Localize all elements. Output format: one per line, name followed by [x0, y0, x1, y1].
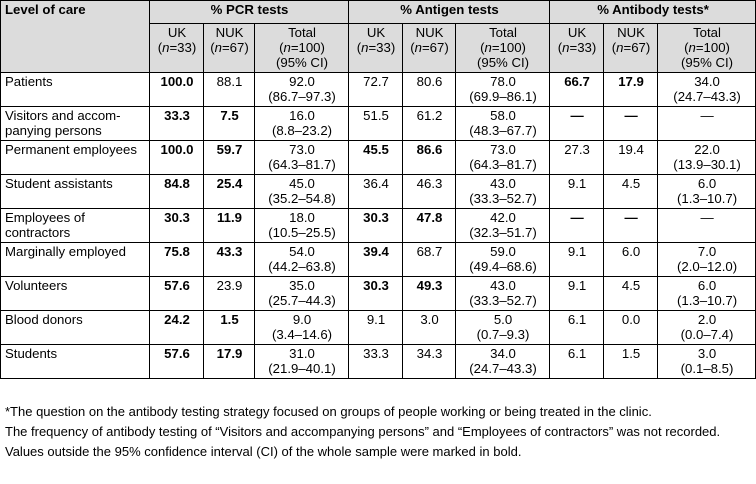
n-letter: n — [214, 40, 222, 55]
value-cell — [150, 209, 204, 243]
value-cell — [150, 277, 204, 311]
n-letter: n — [616, 40, 624, 55]
cell-value: 51.5 — [363, 108, 389, 123]
cell-ci: (33.3–52.7) — [469, 293, 537, 308]
value-cell — [456, 209, 550, 243]
cell-value: 92.0 — [289, 74, 315, 89]
value-cell — [150, 73, 204, 107]
cell-ci: (0.7–9.3) — [476, 327, 530, 342]
value-cell — [150, 141, 204, 175]
subheader-label: UK — [366, 25, 386, 40]
cell-value: 0.0 — [621, 312, 641, 327]
value-cell — [658, 209, 756, 243]
value-cell — [403, 277, 456, 311]
value-cell — [550, 243, 604, 277]
value-cell — [349, 345, 403, 379]
paren: ( — [157, 40, 163, 55]
cell-value: 5.0 — [493, 312, 513, 327]
value-cell — [550, 311, 604, 345]
cell-value: 11.9 — [217, 210, 242, 225]
value-cell — [150, 243, 204, 277]
subheader-label: Total — [693, 25, 721, 40]
cell-value: 66.7 — [564, 74, 590, 89]
cell-value: 27.3 — [564, 142, 590, 157]
header-level-of-care: Level of care — [1, 1, 150, 73]
table-header — [1, 1, 756, 73]
value-cell — [403, 107, 456, 141]
cell-value: 33.3 — [363, 346, 389, 361]
cell-value: 4.5 — [621, 278, 641, 293]
cell-ci: (2.0–12.0) — [676, 259, 738, 274]
value-cell — [349, 107, 403, 141]
cell-ci: (0.1–8.5) — [680, 361, 734, 376]
value-cell — [550, 73, 604, 107]
value-cell — [255, 243, 349, 277]
cell-value: 68.7 — [416, 244, 443, 259]
cell-value: 47.8 — [416, 210, 443, 225]
table-notes — [5, 403, 753, 463]
cell-ci: (24.7–43.3) — [469, 361, 537, 376]
n-letter: n — [361, 40, 369, 55]
value-cell — [255, 345, 349, 379]
cell-value: 42.0 — [490, 210, 516, 225]
row-label: Employees of contractors — [1, 209, 150, 243]
cell-value: — — [570, 210, 584, 225]
n-count: =100) — [695, 40, 730, 55]
ci-label: (95% CI) — [477, 55, 530, 70]
cell-value: 6.0 — [697, 278, 717, 293]
cell-ci: (1.3–10.7) — [676, 293, 738, 308]
value-cell — [456, 277, 550, 311]
subheader-pcr-total — [255, 24, 349, 73]
paren: ( — [557, 40, 563, 55]
value-cell — [456, 73, 550, 107]
cell-value: 75.8 — [164, 244, 190, 259]
cell-value: 9.0 — [292, 312, 312, 327]
cell-ci: (24.7–43.3) — [673, 89, 741, 104]
cell-value: 49.3 — [416, 278, 443, 293]
cell-value: 39.4 — [363, 244, 389, 259]
value-cell — [255, 141, 349, 175]
value-cell — [204, 141, 255, 175]
header-antibody-tests: % Antibody tests* — [550, 1, 756, 24]
row-label: Visitors and accom-panying persons — [1, 107, 150, 141]
n-count: =100) — [290, 40, 325, 55]
n-letter: n — [688, 40, 696, 55]
cell-value: 19.4 — [618, 142, 644, 157]
row-label: Student assistants — [1, 175, 150, 209]
cell-ci: (35.2–54.8) — [268, 191, 336, 206]
cell-value: 72.7 — [363, 74, 389, 89]
paren: ( — [279, 40, 284, 55]
cell-value: 54.0 — [289, 244, 315, 259]
value-cell — [604, 345, 658, 379]
n-count: =33) — [569, 40, 597, 55]
cell-value: 6.0 — [697, 176, 717, 191]
value-cell — [658, 175, 756, 209]
cell-value: 100.0 — [160, 74, 194, 89]
cell-value: 100.0 — [160, 142, 194, 157]
cell-ci: (3.4–14.6) — [271, 327, 333, 342]
cell-value: 9.1 — [567, 244, 587, 259]
cell-value: 80.6 — [416, 74, 443, 89]
cell-value: 73.0 — [490, 142, 516, 157]
table-row — [1, 141, 756, 175]
value-cell — [604, 243, 658, 277]
value-cell — [456, 107, 550, 141]
n-letter: n — [562, 40, 570, 55]
table-row — [1, 311, 756, 345]
subheader-antigen-uk — [349, 24, 403, 73]
table-row — [1, 243, 756, 277]
cell-ci: (44.2–63.8) — [268, 259, 336, 274]
cell-value: 17.9 — [618, 74, 644, 89]
cell-ci: (10.5–25.5) — [268, 225, 336, 240]
cell-value: — — [624, 108, 638, 123]
value-cell — [658, 345, 756, 379]
cell-ci: (25.7–44.3) — [268, 293, 336, 308]
cell-ci: (64.3–81.7) — [268, 157, 336, 172]
n-count: =67) — [421, 40, 449, 55]
value-cell — [204, 209, 255, 243]
cell-value: 34.3 — [416, 346, 443, 361]
subheader-label: Total — [489, 25, 517, 40]
table-row — [1, 107, 756, 141]
value-cell — [604, 277, 658, 311]
row-label: Marginally employed — [1, 243, 150, 277]
value-cell — [604, 141, 658, 175]
cell-value: 88.1 — [216, 74, 243, 89]
cell-value: — — [700, 108, 714, 123]
cell-value: 46.3 — [416, 176, 443, 191]
value-cell — [403, 209, 456, 243]
paren: ( — [356, 40, 362, 55]
n-letter: n — [414, 40, 422, 55]
cell-value: — — [700, 210, 714, 225]
n-letter: n — [162, 40, 170, 55]
cell-value: 45.5 — [363, 142, 389, 157]
cell-value: 16.0 — [289, 108, 315, 123]
value-cell — [255, 175, 349, 209]
value-cell — [403, 141, 456, 175]
value-cell — [255, 209, 349, 243]
cell-value: 43.3 — [216, 244, 243, 259]
n-count: =67) — [221, 40, 249, 55]
value-cell — [403, 243, 456, 277]
cell-value: 25.4 — [216, 176, 243, 191]
cell-ci: (33.3–52.7) — [469, 191, 537, 206]
n-letter: n — [283, 40, 291, 55]
value-cell — [604, 175, 658, 209]
value-cell — [550, 277, 604, 311]
cell-value: 59.0 — [490, 244, 516, 259]
note-antibody: *The question on the antibody testing strategy focused on groups of people working or being treated in the clinic. — [5, 404, 652, 419]
value-cell — [658, 277, 756, 311]
value-cell — [150, 311, 204, 345]
table-body — [1, 73, 756, 379]
value-cell — [550, 107, 604, 141]
subheader-label: UK — [567, 25, 587, 40]
table-row — [1, 73, 756, 107]
value-cell — [204, 73, 255, 107]
value-cell — [204, 107, 255, 141]
row-label: Blood donors — [1, 311, 150, 345]
cell-value: 30.3 — [363, 278, 389, 293]
table-row — [1, 345, 756, 379]
n-count: =100) — [491, 40, 526, 55]
note-bold-values: Values outside the 95% confidence interval (CI) of the whole sample were marked in bold. — [5, 444, 522, 459]
cell-ci: (32.3–51.7) — [469, 225, 537, 240]
n-count: =33) — [368, 40, 396, 55]
cell-ci: (69.9–86.1) — [469, 89, 537, 104]
paren: ( — [480, 40, 485, 55]
cell-value: 1.5 — [220, 312, 239, 327]
cell-value: 43.0 — [490, 176, 516, 191]
value-cell — [456, 311, 550, 345]
value-cell — [150, 175, 204, 209]
value-cell — [349, 209, 403, 243]
subheader-label: UK — [167, 25, 187, 40]
cell-value: 33.3 — [164, 108, 190, 123]
cell-ci: (49.4–68.6) — [469, 259, 537, 274]
paren: ( — [611, 40, 617, 55]
cell-value: 36.4 — [363, 176, 389, 191]
value-cell — [204, 175, 255, 209]
subheader-antibody-total — [658, 24, 756, 73]
subheader-label: NUK — [215, 25, 244, 40]
cell-value: 23.9 — [216, 278, 243, 293]
n-count: =67) — [623, 40, 651, 55]
cell-value: 1.5 — [621, 346, 641, 361]
value-cell — [255, 73, 349, 107]
cell-ci: (86.7–97.3) — [268, 89, 336, 104]
table-row — [1, 209, 756, 243]
cell-ci: (1.3–10.7) — [676, 191, 738, 206]
cell-ci: (8.8–23.2) — [271, 123, 333, 138]
header-pcr-tests: % PCR tests — [150, 1, 349, 24]
cell-value: 18.0 — [289, 210, 315, 225]
cell-value: 57.6 — [164, 278, 190, 293]
value-cell — [403, 345, 456, 379]
value-cell — [456, 175, 550, 209]
cell-value: 2.0 — [697, 312, 717, 327]
value-cell — [349, 277, 403, 311]
value-cell — [150, 107, 204, 141]
table-row — [1, 277, 756, 311]
value-cell — [204, 345, 255, 379]
value-cell — [658, 243, 756, 277]
cell-value: 7.5 — [220, 108, 239, 123]
cell-value: 6.1 — [567, 312, 587, 327]
subheader-pcr-uk — [150, 24, 204, 73]
cell-value: 31.0 — [289, 346, 315, 361]
table-row — [1, 175, 756, 209]
subheader-label: NUK — [415, 25, 444, 40]
header-antigen-tests: % Antigen tests — [349, 1, 550, 24]
cell-ci: (0.0–7.4) — [680, 327, 734, 342]
subheader-antibody-nuk — [604, 24, 658, 73]
row-label: Students — [1, 345, 150, 379]
value-cell — [349, 243, 403, 277]
cell-value: 7.0 — [697, 244, 717, 259]
cell-value: — — [570, 108, 584, 123]
subheader-label: Total — [288, 25, 316, 40]
cell-value: 43.0 — [490, 278, 516, 293]
n-count: =33) — [169, 40, 197, 55]
cell-ci: (13.9–30.1) — [673, 157, 741, 172]
cell-value: 34.0 — [490, 346, 516, 361]
value-cell — [658, 311, 756, 345]
cell-value: 73.0 — [289, 142, 315, 157]
cell-value: 59.7 — [216, 142, 243, 157]
value-cell — [204, 311, 255, 345]
subheader-pcr-nuk — [204, 24, 255, 73]
value-cell — [403, 311, 456, 345]
note-not-recorded: The frequency of antibody testing of “Visitors and accompanying persons” and “Employees of contractors” was not recorded. — [5, 424, 721, 439]
cell-ci: (64.3–81.7) — [469, 157, 537, 172]
value-cell — [550, 141, 604, 175]
ci-label: (95% CI) — [275, 55, 329, 70]
value-cell — [403, 73, 456, 107]
cell-value: 6.0 — [621, 244, 641, 259]
value-cell — [550, 345, 604, 379]
cell-value: 78.0 — [490, 74, 516, 89]
cell-value: 30.3 — [363, 210, 389, 225]
row-label: Permanent employees — [1, 141, 150, 175]
subheader-label: NUK — [617, 25, 645, 40]
value-cell — [604, 209, 658, 243]
value-cell — [604, 73, 658, 107]
value-cell — [349, 175, 403, 209]
cell-value: 6.1 — [567, 346, 587, 361]
cell-ci: (48.3–67.7) — [469, 123, 537, 138]
cell-value: 9.1 — [567, 278, 587, 293]
value-cell — [658, 141, 756, 175]
value-cell — [550, 175, 604, 209]
subheader-antibody-uk — [550, 24, 604, 73]
value-cell — [349, 141, 403, 175]
value-cell — [255, 107, 349, 141]
value-cell — [456, 345, 550, 379]
cell-value: 34.0 — [694, 74, 720, 89]
row-label: Patients — [1, 73, 150, 107]
cell-value: 4.5 — [621, 176, 641, 191]
cell-value: 35.0 — [289, 278, 315, 293]
value-cell — [658, 73, 756, 107]
paren: ( — [684, 40, 689, 55]
cell-value: 24.2 — [164, 312, 190, 327]
cell-value: 3.0 — [697, 346, 717, 361]
value-cell — [150, 345, 204, 379]
n-letter: n — [484, 40, 492, 55]
cell-value: 61.2 — [416, 108, 443, 123]
subheader-antigen-total — [456, 24, 550, 73]
value-cell — [403, 175, 456, 209]
cell-value: 84.8 — [164, 176, 190, 191]
value-cell — [658, 107, 756, 141]
value-cell — [604, 107, 658, 141]
cell-value: 86.6 — [416, 142, 443, 157]
paren: ( — [210, 40, 215, 55]
subheader-antigen-nuk — [403, 24, 456, 73]
cell-value: 57.6 — [164, 346, 190, 361]
cell-value: 9.1 — [567, 176, 587, 191]
value-cell — [255, 311, 349, 345]
cell-value: 17.9 — [216, 346, 243, 361]
cell-value: 45.0 — [289, 176, 315, 191]
cell-value: 22.0 — [694, 142, 720, 157]
cell-value: 30.3 — [164, 210, 190, 225]
value-cell — [604, 311, 658, 345]
cell-value: 58.0 — [490, 108, 516, 123]
value-cell — [349, 73, 403, 107]
cell-value: — — [624, 210, 638, 225]
value-cell — [456, 141, 550, 175]
value-cell — [550, 209, 604, 243]
value-cell — [204, 243, 255, 277]
value-cell — [349, 311, 403, 345]
value-cell — [204, 277, 255, 311]
paren: ( — [410, 40, 415, 55]
ci-label: (95% CI) — [681, 55, 734, 70]
value-cell — [255, 277, 349, 311]
value-cell — [456, 243, 550, 277]
row-label: Volunteers — [1, 277, 150, 311]
cell-value: 3.0 — [420, 312, 439, 327]
cell-value: 9.1 — [366, 312, 386, 327]
cell-ci: (21.9–40.1) — [268, 361, 336, 376]
